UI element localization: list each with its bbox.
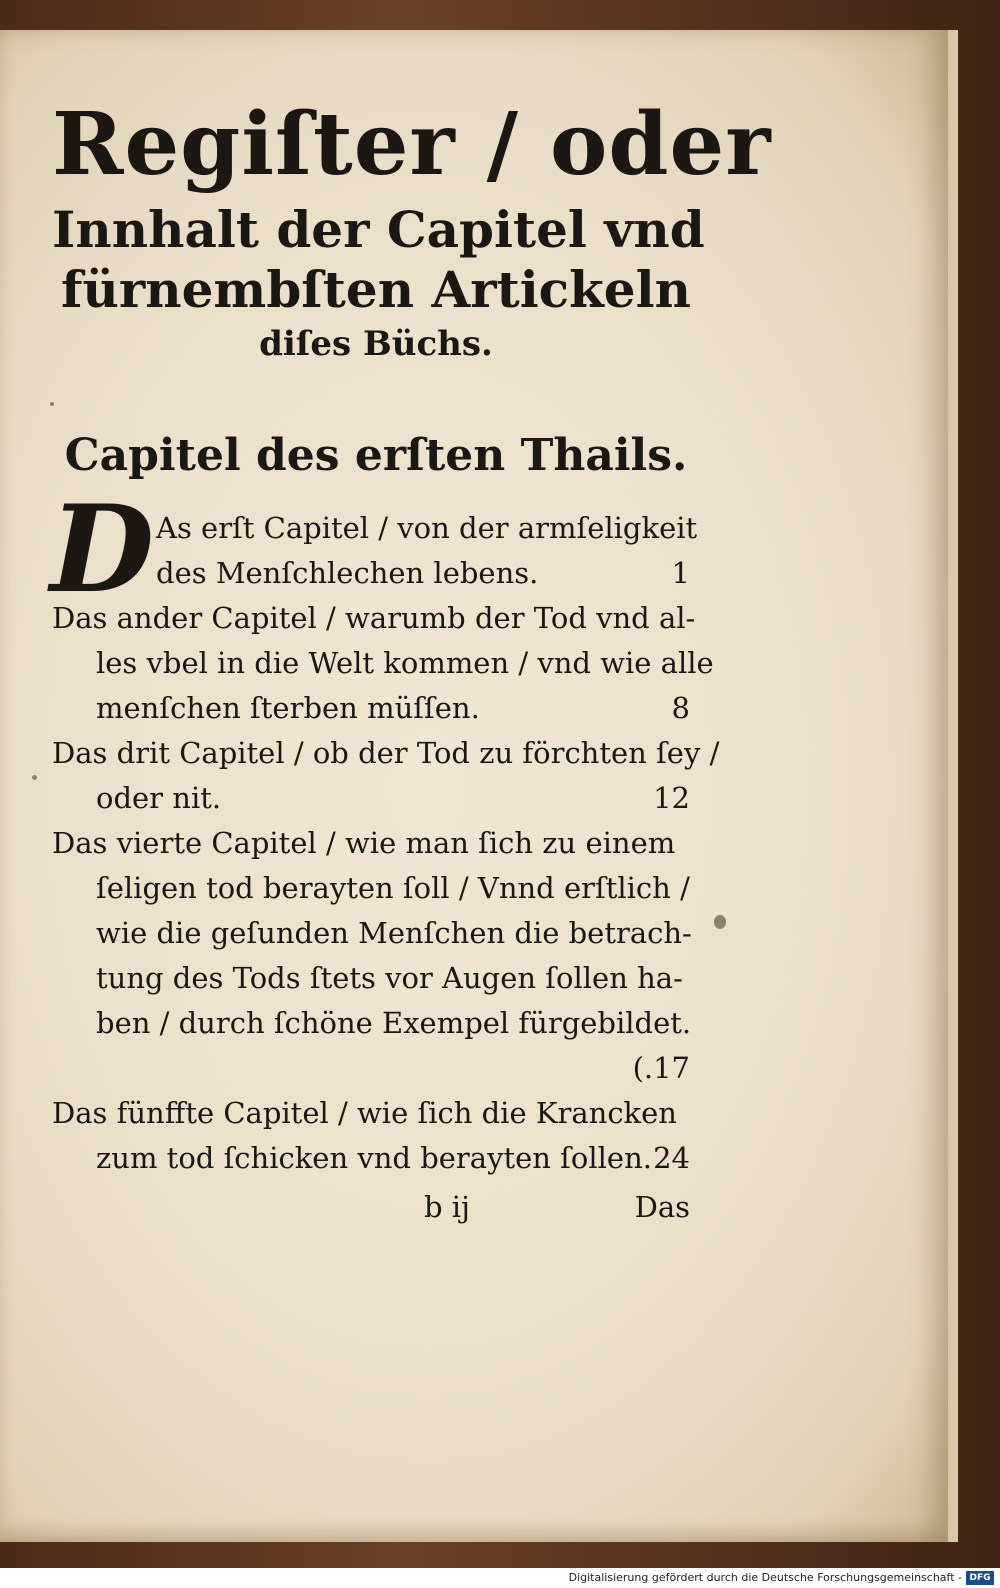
entry-page-number: 24 <box>653 1141 690 1175</box>
catchword: Das <box>634 1190 690 1224</box>
entry-line: Das drit Capitel / ob der Tod zu förchten ſey / <box>52 736 720 770</box>
entry-line: wie die geſunden Menſchen die betrach- <box>96 916 692 950</box>
entry-line: Das ander Capitel / warumb der Tod vnd al- <box>52 601 696 635</box>
entry-line: Das fünffte Capitel / wie ſich die Krancken <box>52 1096 677 1130</box>
entry-line: ben / durch ſchöne Exempel fürgebildet. <box>96 1006 692 1040</box>
entry-line: oder nit. <box>96 781 222 815</box>
page-foot <box>52 1185 700 1230</box>
digitization-credit-bar <box>0 1568 1000 1588</box>
drop-cap-initial: D <box>50 479 155 620</box>
entry-line: Das vierte Capitel / wie man ſich zu einem <box>52 826 676 860</box>
entry-line: ſeligen tod berayten ſoll / Vnnd erſtlich / <box>96 871 690 905</box>
entry-line: As erſt Capitel / von der armſeligkeit <box>156 511 698 545</box>
title-line-4: diſes Büchs. <box>259 324 493 364</box>
entry-line: les vbel in die Welt kommen / vnd wie alle <box>96 646 714 680</box>
entry-line: menſchen ſterben müſſen. <box>96 691 480 725</box>
paper-page <box>0 30 958 1542</box>
register-content <box>50 90 772 1230</box>
entry-line: des Menſchlechen lebens. <box>156 556 539 590</box>
entry-page-number: 8 <box>671 691 690 725</box>
entry-page-number: 1 <box>671 556 690 590</box>
paper-speck <box>32 775 37 780</box>
entry-page-number: (.17 <box>632 1051 690 1085</box>
section-heading: Capitel des erſten Thails. <box>64 430 688 481</box>
title-line-1: Regiſter / oder <box>52 94 772 195</box>
entry-line: zum tod ſchicken vnd berayten ſollen. <box>96 1141 652 1175</box>
toc-entry-2 <box>52 596 714 731</box>
funding-credit: Digitalisierung gefördert durch die Deutsche Forschungsgemeinschaft - <box>568 1571 962 1584</box>
signature-mark: b ij <box>424 1190 471 1224</box>
entry-line: tung des Tods ſtets vor Augen ſollen ha- <box>96 961 683 995</box>
title-line-3: fürnembſten Artickeln <box>61 260 691 319</box>
paper-speck <box>714 915 726 929</box>
title-line-2: Innhalt der Capitel vnd <box>52 200 705 259</box>
dfg-logo-icon: DFG <box>966 1571 994 1585</box>
entry-page-number: 12 <box>653 781 690 815</box>
toc-entry-3 <box>52 731 720 821</box>
toc-entry-5 <box>52 1091 700 1181</box>
toc-entry-4 <box>52 821 700 1091</box>
